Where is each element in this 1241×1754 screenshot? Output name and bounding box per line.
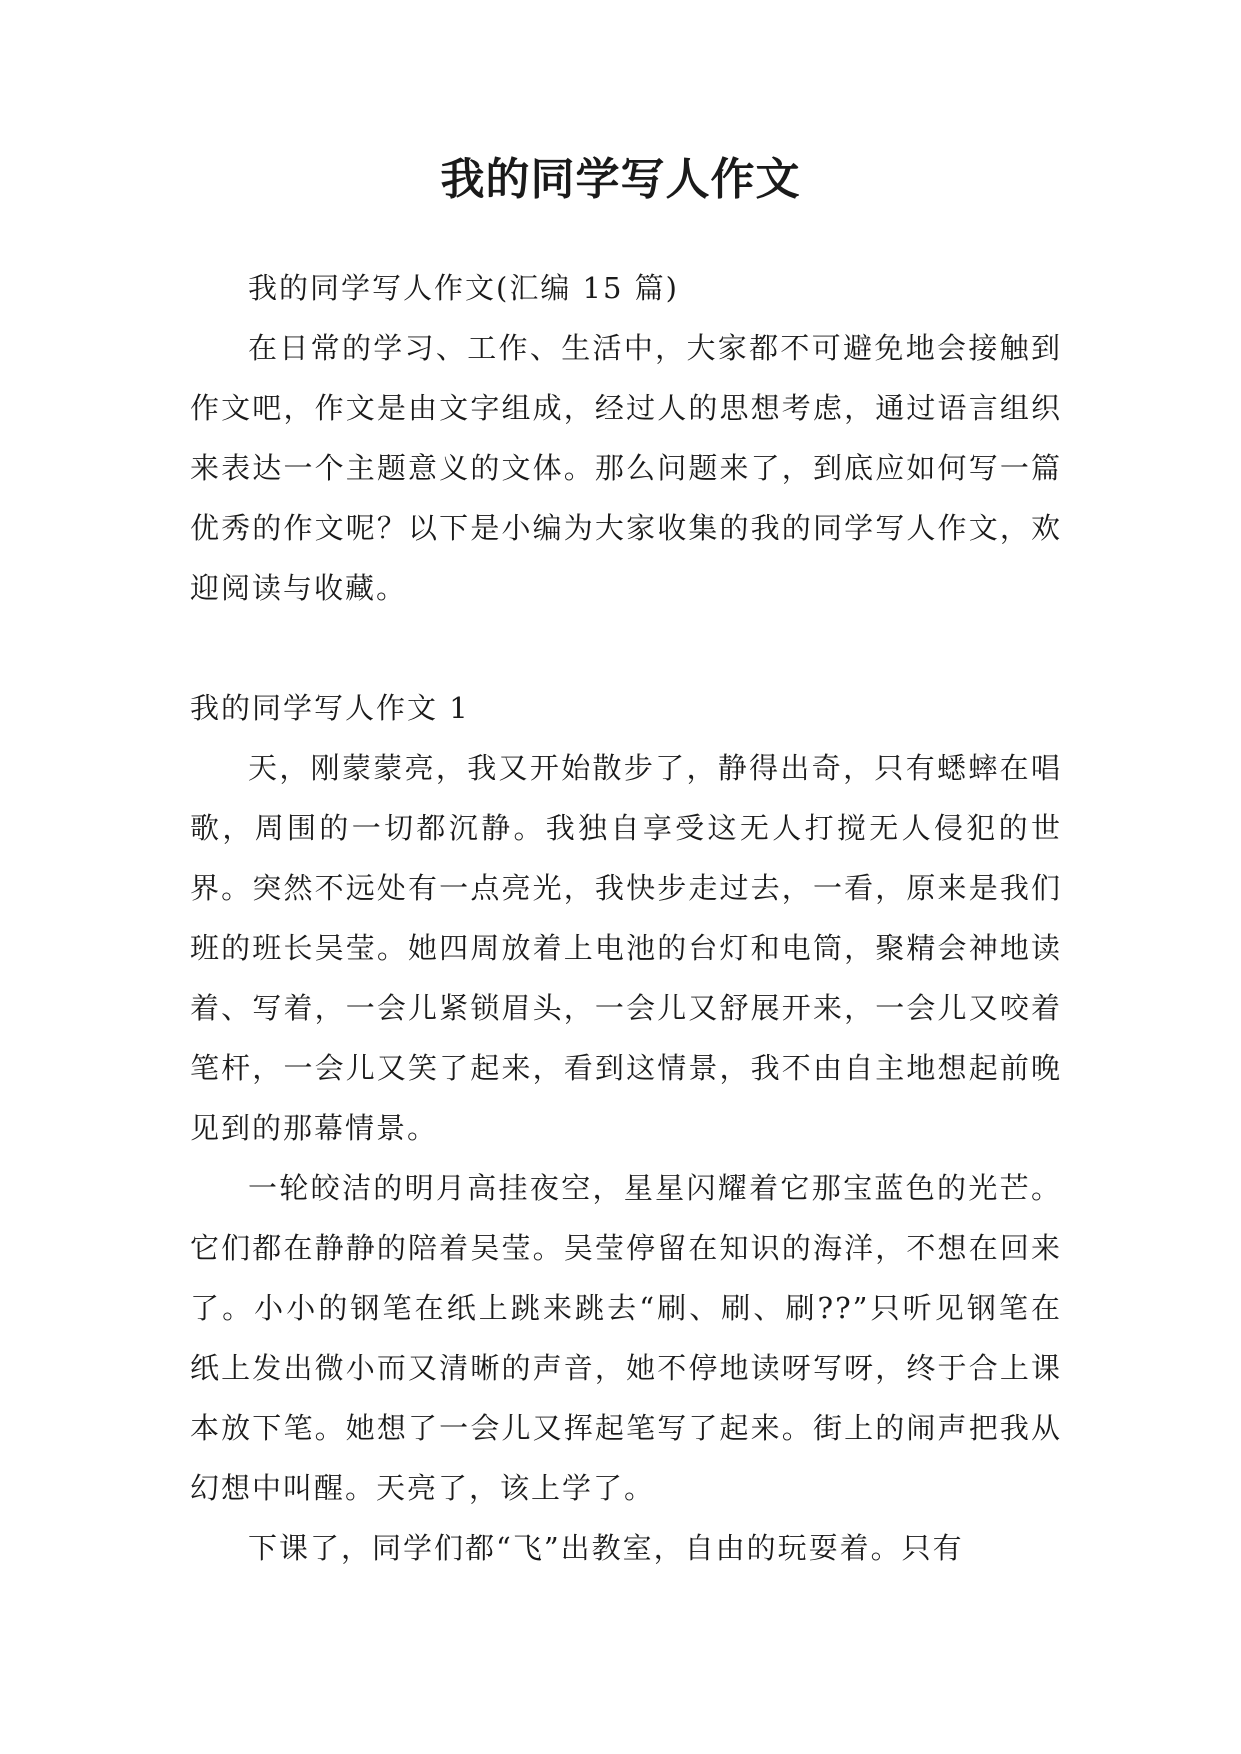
page-title: 我的同学写人作文 bbox=[440, 154, 801, 205]
body-paragraph: 下课了，同学们都“飞”出教室，自由的玩耍着。只有 bbox=[248, 1531, 964, 1565]
document-subtitle: 我的同学写人作文(汇编 15 篇) bbox=[248, 271, 679, 305]
body-paragraph: 天，刚蒙蒙亮，我又开始散步了，静得出奇，只有蟋蟀在唱歌，周围的一切都沉静。我独自享受这无人打搅无人侵犯的世界。突然不远处有一点亮光，我快步走过去，一看，原来是我们班的班长吴莹。她四周放着上电池的台灯和电筒，聚精会神地读着、写着，一会儿紧锁眉头，一会儿又舒展开来，一会儿又咬着笔杆，一会儿又笑了起来，看到这情景，我不由自主地想起前晚见到的那幕情景。 bbox=[190, 751, 1062, 1145]
document-body bbox=[190, 258, 1062, 1578]
section-heading: 我的同学写人作文 1 bbox=[190, 691, 470, 725]
body-paragraph: 一轮皎洁的明月高挂夜空，星星闪耀着它那宝蓝色的光芒。它们都在静静的陪着吴莹。吴莹停留在知识的海洋，不想在回来了。小小的钢笔在纸上跳来跳去“刷、刷、刷??”只听见钢笔在纸上发出微小而又清晰的声音，她不停地读呀写呀，终于合上课本放下笔。她想了一会儿又挥起笔写了起来。街上的闹声把我从幻想中叫醒。天亮了，该上学了。 bbox=[190, 1171, 1062, 1505]
intro-paragraph: 在日常的学习、工作、生活中，大家都不可避免地会接触到作文吧，作文是由文字组成，经过人的思想考虑，通过语言组织来表达一个主题意义的文体。那么问题来了，到底应如何写一篇优秀的作文呢？以下是小编为大家收集的我的同学写人作文，欢迎阅读与收藏。 bbox=[190, 331, 1062, 605]
